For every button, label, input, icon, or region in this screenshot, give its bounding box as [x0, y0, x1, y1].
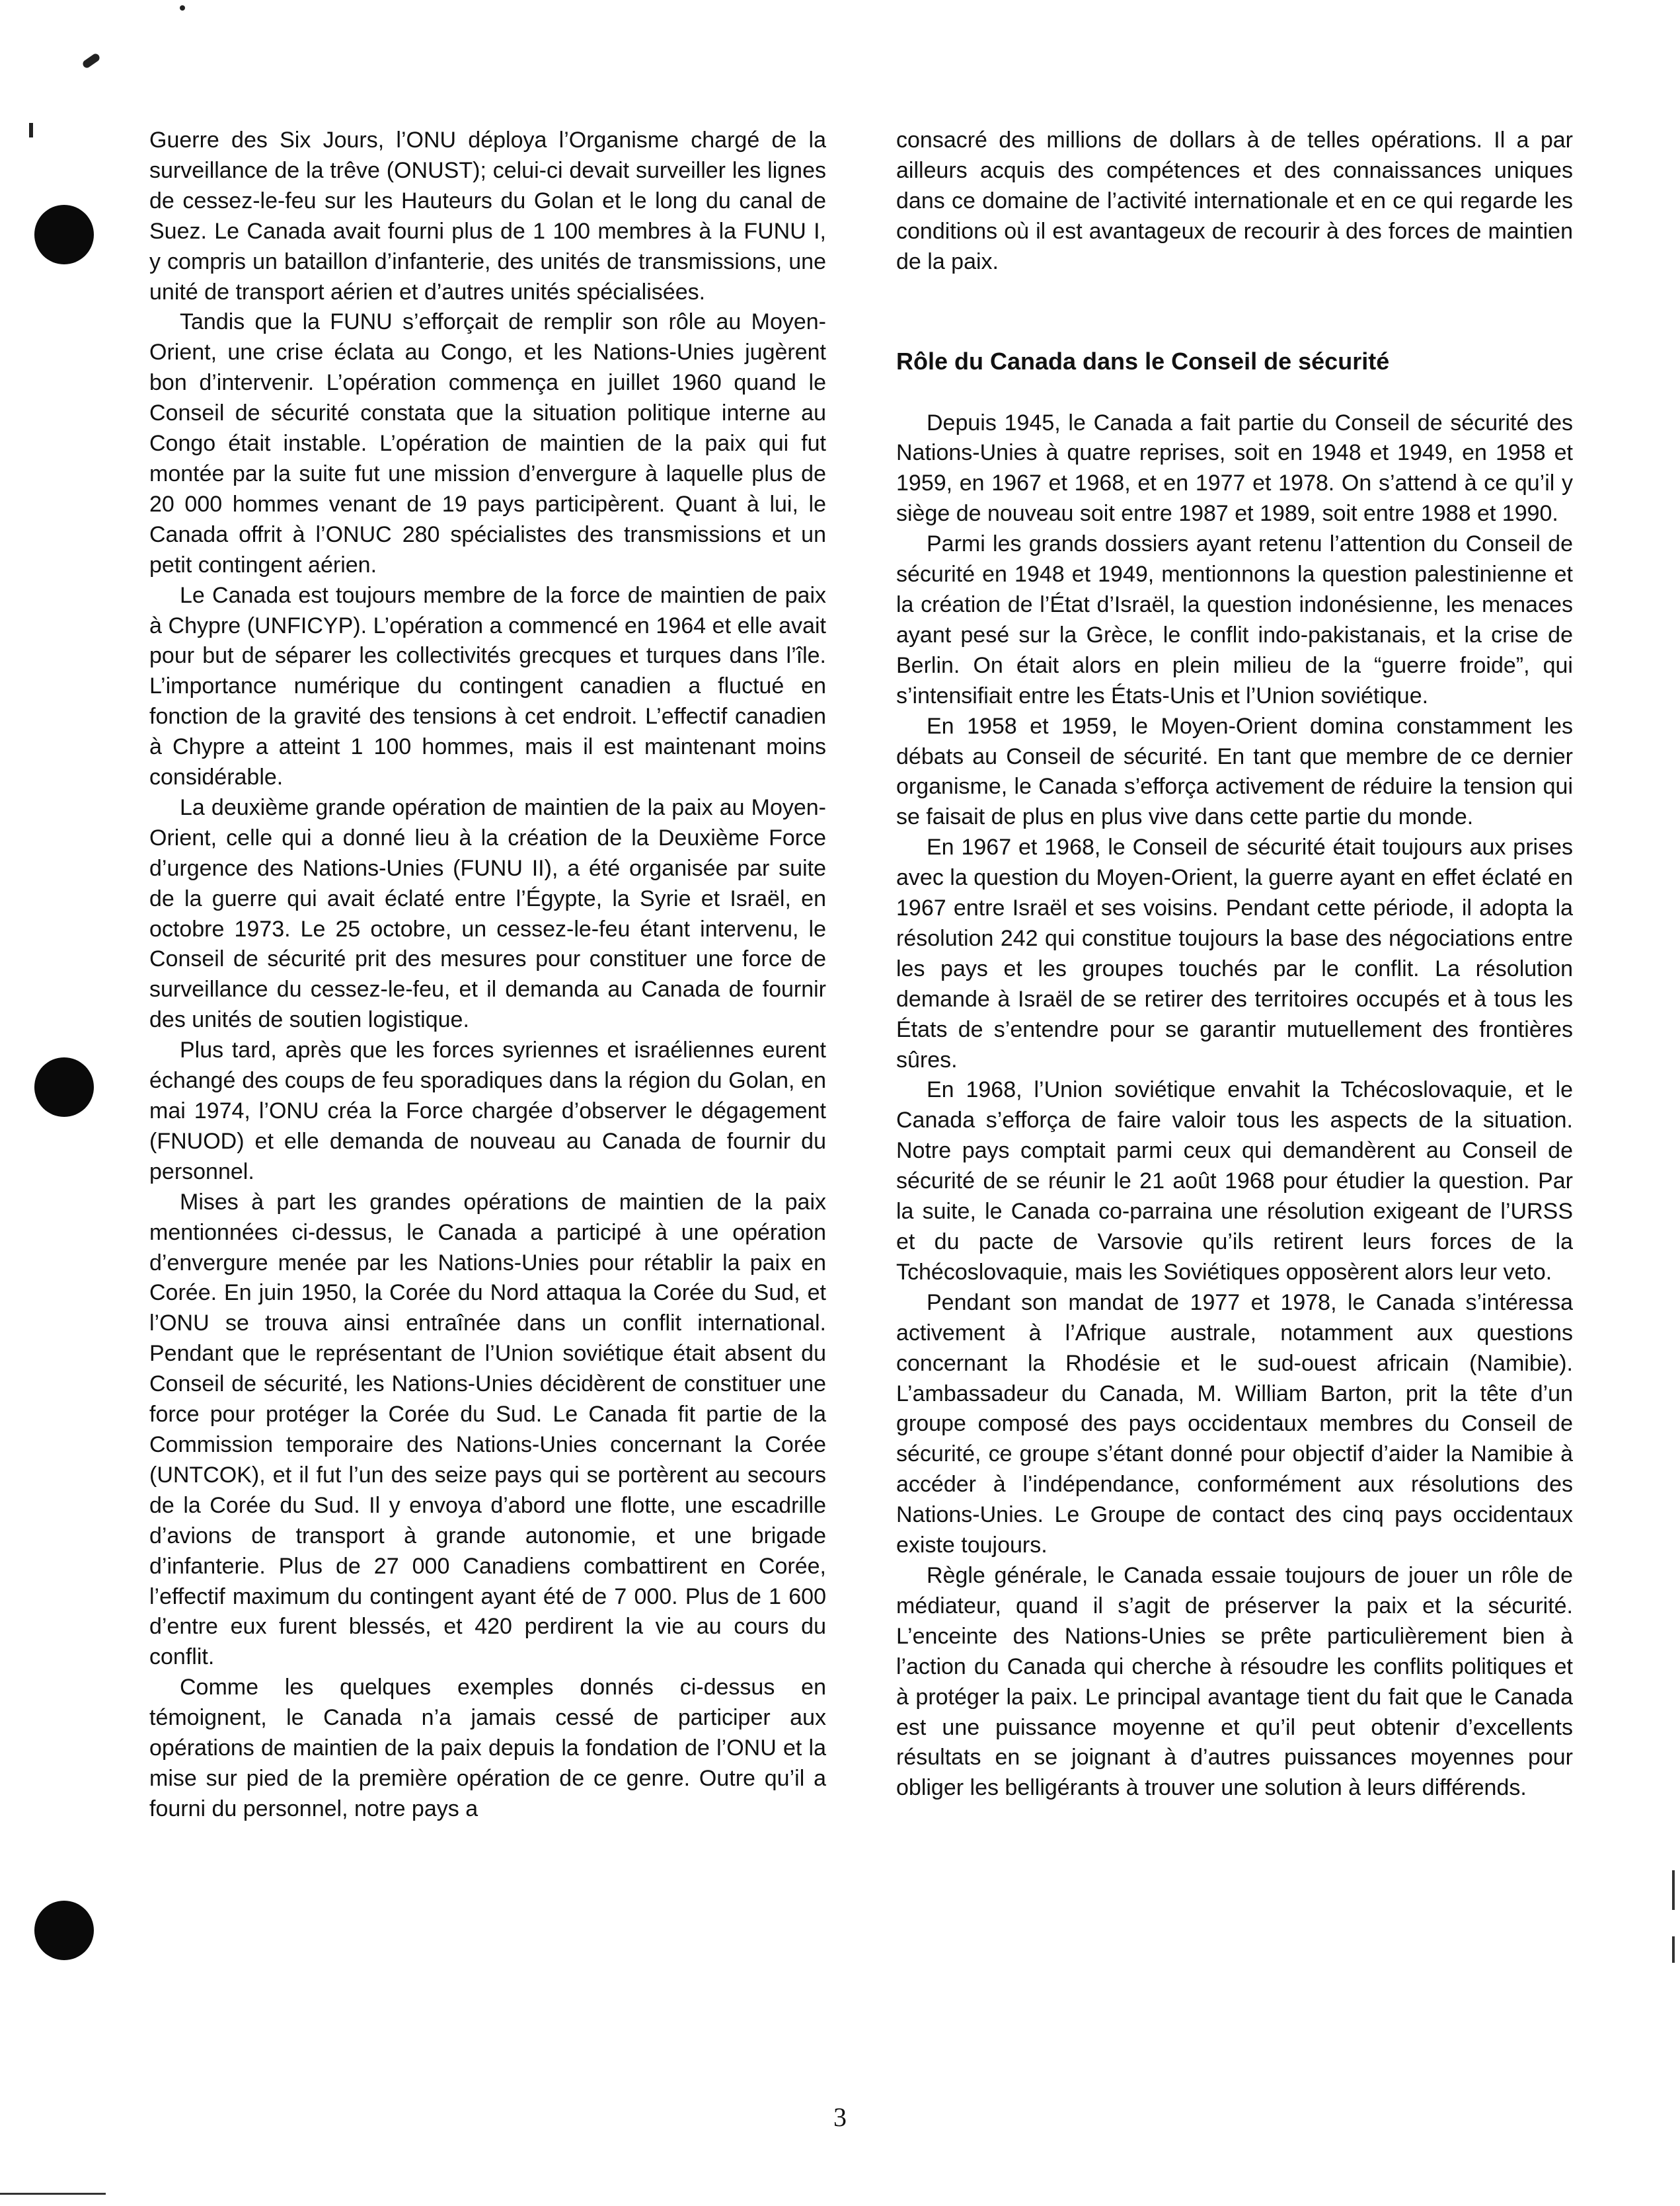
- paragraph: Guerre des Six Jours, l’ONU déploya l’Organisme chargé de la surveillance de la trêve (ONUST); celui-ci devait surveiller les lignes de cessez-le-feu sur les Hauteurs du Golan et le long du canal de Suez. Le Canada avait fourni plus de 1 100 membres à la FUNU I, y compris un bataillon d’infanterie, des unités de transmissions, une unité de transport aérien et d’autres unités spécialisées.: [149, 128, 826, 305]
- edge-mark: [1672, 1936, 1675, 1963]
- paragraph: consacré des millions de dollars à de telles opérations. Il a par ailleurs acquis des compétences et des connaissances uniques dans ce domaine de l’activité internationale et en ce qui regarde les conditions où il est avantageux de recourir à des forces de maintien de la paix.: [896, 128, 1573, 274]
- paragraph: En 1968, l’Union soviétique envahit la Tchécoslovaquie, et le Canada s’efforça de faire valoir tous les aspects de la situation. Notre pays comptait parmi ceux qui demandèrent au Conseil de sécurité de se réunir le 21 août 1968 pour étudier la question. Par la suite, le Canada co-parraina une résolution exigeant de l’URSS et du pacte de Varsovie qu’ils retirent leurs forces de la Tchécoslovaquie, mais les Soviétiques opposèrent alors leur veto.: [896, 1077, 1573, 1285]
- bottom-rule: [0, 2193, 106, 2195]
- paragraph: Le Canada est toujours membre de la force de maintien de paix à Chypre (UNFICYP). L’opération a commencé en 1964 et elle avait pour but de séparer les collectivités grecques et turques dans l’île. L’importance numérique du contingent canadien a fluctué en fonction de la gravité des tensions à cet endroit. L’effectif canadien à Chypre a atteint 1 100 hommes, mais il est maintenant moins considérable.: [149, 582, 826, 790]
- paragraph: Depuis 1945, le Canada a fait partie du Conseil de sécurité des Nations-Unies à quatre reprises, soit en 1948 et 1949, en 1958 et 1959, en 1967 et 1968, et en 1977 et 1978. On s’attend à ce qu’il y siège de nouveau soit entre 1987 et 1989, soit entre 1988 et 1990.: [896, 410, 1573, 527]
- paragraph: En 1967 et 1968, le Conseil de sécurité était toujours aux prises avec la question du Moyen-Orient, la guerre ayant en effet éclaté en 1967 entre Israël et ses voisins. Pendant cette période, il adopta la résolution 242 qui constitue toujours la base des négociations entre les pays et les groupes touchés par le conflit. La résolution demande à Israël de se retirer des territoires occupés et à tous les États de s’entendre pour se garantir mutuellement des frontières sûres.: [896, 835, 1573, 1073]
- scan-mark: [81, 52, 101, 69]
- paragraph: Plus tard, après que les forces syriennes et israéliennes eurent échangé des coups de feu sporadiques dans la région du Golan, en mai 1974, l’ONU créa la Force chargée d’observer le dégagement (FNUOD) et elle demanda de nouveau au Canada de fournir du personnel.: [149, 1038, 826, 1184]
- edge-mark: [1672, 1870, 1675, 1910]
- punch-hole: [34, 205, 94, 264]
- paragraph: En 1958 et 1959, le Moyen-Orient domina constamment les débats au Conseil de sécurité. En tant que membre de ce dernier organisme, le Canada s’efforça activement de réduire la tension qui se faisait de plus en plus vive dans cette partie du monde.: [896, 713, 1573, 830]
- paragraph: La deuxième grande opération de maintien de la paix au Moyen-Orient, celle qui a donné lieu à la création de la Deuxième Force d’urgence des Nations-Unies (FUNU II), a été organisée par suite de la guerre qui avait éclaté entre l’Égypte, la Syrie et Israël, en octobre 1973. Le 25 octobre, un cessez-le-feu étant intervenu, le Conseil de sécurité prit des mesures pour constituer une force de surveillance du cessez-le-feu, et il demanda au Canada de fournir des unités de soutien logistique.: [149, 794, 826, 1033]
- paragraph: Règle générale, le Canada essaie toujours de jouer un rôle de médiateur, quand il s’agit de préserver la paix et la sécurité. L’enceinte des Nations-Unies se prête particulièrement bien à l’action du Canada qui cherche à résoudre les conflits politiques et à protéger la paix. Le principal avantage tient du fait que le Canada est une puissance moyenne et qu’il peut obtenir d’excellents résultats en se joignant à d’autres puissances moyennes pour obliger les belligérants à trouver une solution à leurs différends.: [896, 1562, 1573, 1801]
- section-heading: Rôle du Canada dans le Conseil de sécurité: [896, 347, 1390, 375]
- paragraph: Parmi les grands dossiers ayant retenu l’attention du Conseil de sécurité en 1948 et 1949, mentionnons la question palestinienne et la création de l’État d’Israël, la question indonésienne, les menaces ayant pesé sur la Grèce, le conflit indo-pakistanais, et la crise de Berlin. On était alors en plein milieu de la “guerre froide”, qui s’intensifiait entre les États-Unis et l’Union soviétique.: [896, 531, 1573, 708]
- scan-mark: [29, 123, 33, 137]
- punch-hole: [34, 1057, 94, 1117]
- paragraph: Comme les quelques exemples donnés ci-dessus en témoignent, le Canada n’a jamais cessé de participer aux opérations de maintien de la paix depuis la fondation de l’ONU et la mise sur pied de la première opération de ce genre. Outre qu’il a fourni du personnel, notre pays a: [149, 1675, 826, 1821]
- paragraph: Tandis que la FUNU s’efforçait de remplir son rôle au Moyen-Orient, une crise éclata au Congo, et les Nations-Unies jugèrent bon d’intervenir. L’opération commença en juillet 1960 quand le Conseil de sécurité constata que la situation politique interne au Congo était instable. L’opération de maintien de la paix qui fut montée par la suite fut une mission d’envergure à laquelle plus de 20 000 hommes venant de 19 pays participèrent. Quant à lui, le Canada offrit à l’ONUC 280 spécialistes des transmissions et un petit contingent aérien.: [149, 309, 826, 578]
- left-column: [149, 126, 826, 1825]
- right-column: [896, 126, 1573, 1804]
- punch-hole: [34, 1901, 94, 1960]
- page-number: 3: [833, 2102, 847, 2132]
- paragraph: Pendant son mandat de 1977 et 1978, le Canada s’intéressa activement à l’Afrique australe, notamment aux questions concernant la Rhodésie et le sud-ouest africain (Namibie). L’ambassadeur du Canada, M. William Barton, prit la tête d’un groupe composé des pays occidentaux membres du Conseil de sécurité, ce groupe s’étant donné pour objectif d’aider la Namibie à accéder à l’indépendance, conformément aux résolutions des Nations-Unies. Le Groupe de contact des cinq pays occidentaux existe toujours.: [896, 1289, 1573, 1558]
- scan-speck: [180, 5, 185, 11]
- paragraph: Mises à part les grandes opérations de maintien de la paix mentionnées ci-dessus, le Canada a participé à une opération d’envergure menée par les Nations-Unies pour rétablir la paix en Corée. En juin 1950, la Corée du Nord attaqua la Corée du Sud, et l’ONU se trouva ainsi entraînée dans un conflit international. Pendant que le représentant de l’Union soviétique était absent du Conseil de sécurité, les Nations-Unies décidèrent de constituer une force pour protéger la Corée du Sud. Le Canada fit partie de la Commission temporaire des Nations-Unies concernant la Corée (UNTCOK), et il fut l’un des seize pays qui se portèrent au secours de la Corée du Sud. Il y envoya d’abord une flotte, une escadrille d’avions de transport à grande autonomie, et une brigade d’infanterie. Plus de 27 000 Canadiens combattirent en Corée, l’effectif maximum du contingent ayant été de 7 000. Plus de 1 600 d’entre eux furent blessés, et 420 perdirent la vie au cours du conflit.: [149, 1189, 826, 1670]
